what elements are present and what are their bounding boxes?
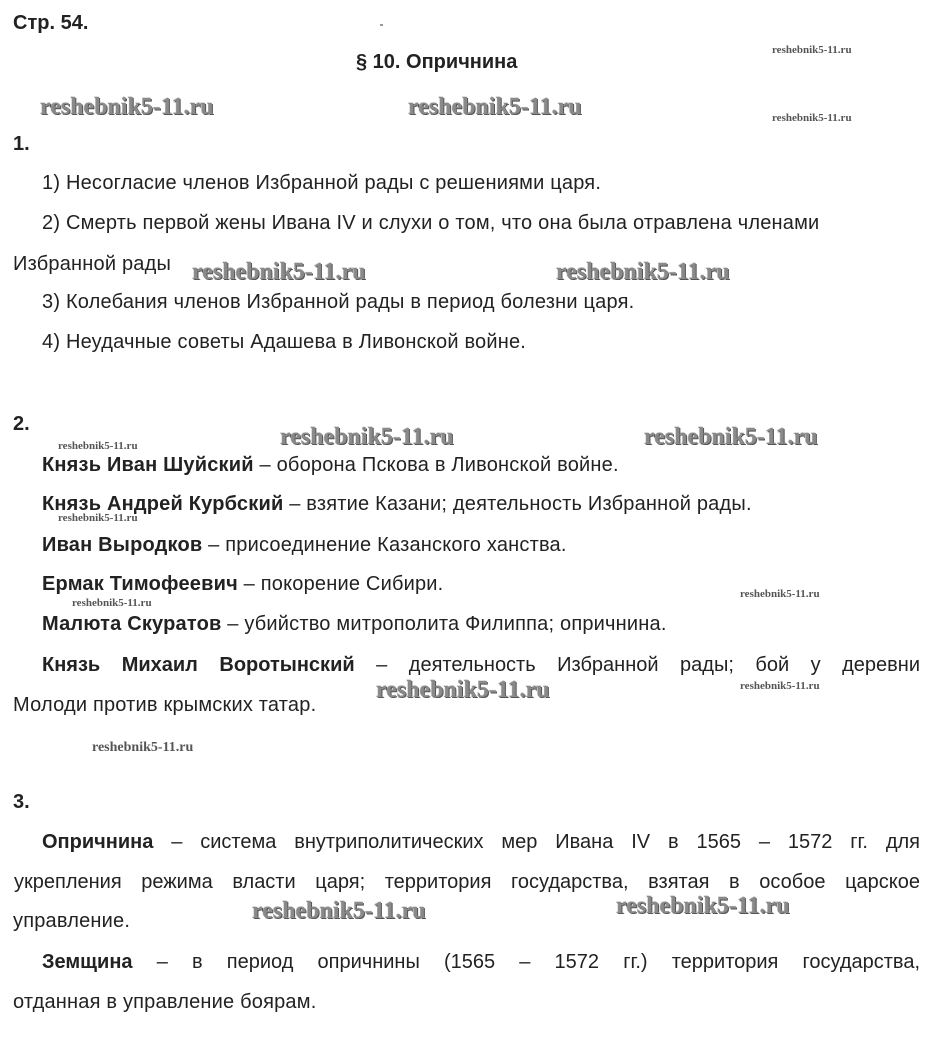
watermark: reshebnik5-11.ru [280,424,454,450]
watermark: reshebnik5-11.ru [192,259,366,285]
watermark: reshebnik5-11.ru [58,512,138,524]
task1-item: 2) Смерть первой жены Ивана IV и слухи о том, что она была отравлена членами [42,212,820,234]
watermark: reshebnik5-11.ru [772,44,852,56]
page-label: Стр. 54. [13,12,89,34]
person-name: Малюта Скуратов [42,613,222,635]
task1-item: 4) Неудачные советы Адашева в Ливонской войне. [42,331,527,353]
watermark: reshebnik5-11.ru [40,94,214,120]
person-description: – присоединение Казанского ханства. [202,534,567,556]
person-entry [42,493,752,516]
person-name: Князь Иван Шуйский [42,454,254,476]
speck [380,24,383,26]
watermark: reshebnik5-11.ru [92,740,194,755]
task3-number: 3. [13,791,30,813]
person-name: Князь Михаил Воротынский [42,654,355,676]
person-description: – оборона Пскова в Ливонской войне. [253,454,619,476]
watermark: reshebnik5-11.ru [616,893,790,919]
term-definition-line: укрепления режима власти царя; территория государства, взятая в особое царское [14,871,920,893]
person-description: – покорение Сибири. [237,573,444,595]
watermark: reshebnik5-11.ru [58,440,138,452]
person-entry [42,454,619,477]
person-name: Князь Андрей Курбский [42,493,284,515]
term-definition [42,951,920,974]
section-title: § 10. Опричнина [356,51,518,73]
term-definition-line: отданная в управление боярам. [13,991,317,1013]
task1-item: 1) Несогласие членов Избранной рады с решениями царя. [42,172,602,194]
person-entry-continuation: Молоди против крымских татар. [13,694,317,716]
person-entry [42,654,920,677]
watermark: reshebnik5-11.ru [252,898,426,924]
task1-item: Избранной рады [13,253,172,275]
watermark: reshebnik5-11.ru [376,677,550,703]
watermark: reshebnik5-11.ru [408,94,582,120]
watermark: reshebnik5-11.ru [772,112,852,124]
term-text: – система внутриполитических мер Ивана IV в 1565 – 1572 гг. для [153,831,920,853]
watermark: reshebnik5-11.ru [740,680,820,692]
watermark: reshebnik5-11.ru [740,588,820,600]
watermark: reshebnik5-11.ru [644,424,818,450]
person-entry [42,613,667,636]
term-name: Опричнина [42,831,154,853]
term-text: – в период опричнины (1565 – 1572 гг.) территория государства, [132,951,920,973]
person-description: – убийство митрополита Филиппа; опричнина. [221,613,667,635]
term-definition [42,831,920,854]
task1-item: 3) Колебания членов Избранной рады в период болезни царя. [42,291,635,313]
term-definition-line: управление. [13,910,131,932]
watermark: reshebnik5-11.ru [556,259,730,285]
person-name: Ермак Тимофеевич [42,573,238,595]
person-description: – деятельность Избранной рады; бой у деревни [354,654,921,676]
person-name: Иван Выродков [42,534,203,556]
task2-number: 2. [13,413,30,435]
person-description: – взятие Казани; деятельность Избранной рады. [283,493,752,515]
person-entry [42,573,443,596]
watermark: reshebnik5-11.ru [72,597,152,609]
task1-number: 1. [13,133,30,155]
person-entry [42,534,567,557]
term-name: Земщина [42,951,133,973]
